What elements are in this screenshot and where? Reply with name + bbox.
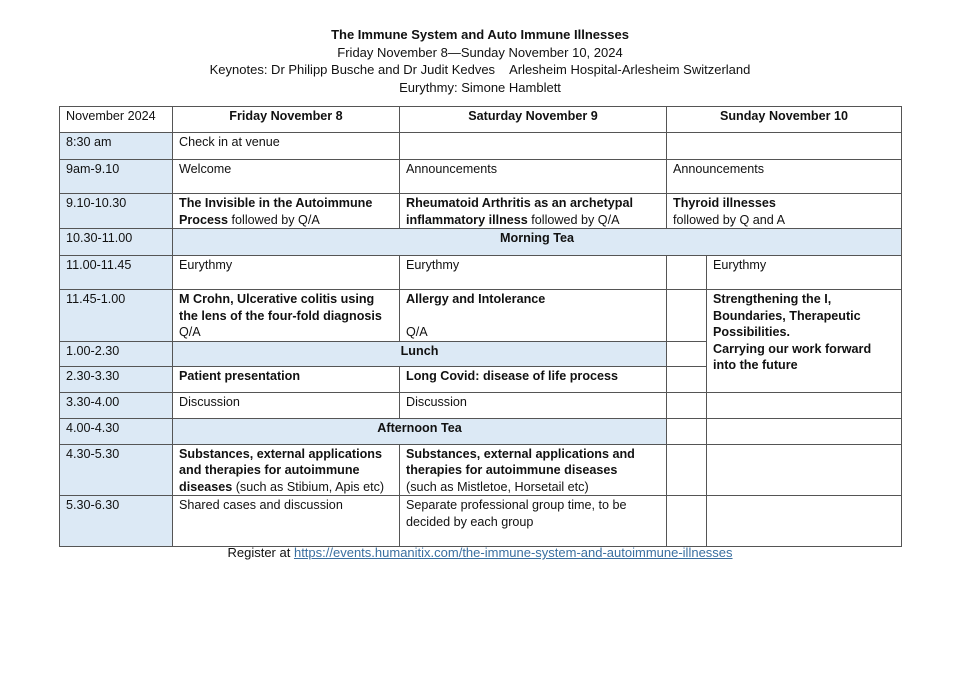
sunday-cell: Announcements — [667, 160, 902, 194]
saturday-cell: Discussion — [400, 392, 667, 418]
time-cell: 3.30-4.00 — [60, 392, 173, 418]
session-title: M Crohn, Ulcerative colitis using the lens of the four-fold diagnosis — [179, 292, 382, 323]
friday-cell: Patient presentation — [173, 366, 400, 392]
break-cell: Lunch — [173, 341, 667, 366]
sunday-header: Sunday November 10 — [667, 107, 902, 133]
sunday-cell — [707, 290, 902, 393]
session-title: Substances, external applications and therapies for autoimmune diseases — [406, 446, 635, 477]
session-title: Substances, external applications and therapies for autoimmune diseases — [179, 446, 382, 494]
session-note: (such as Stibium, Apis etc) — [235, 479, 385, 494]
session-note: Q/A — [179, 325, 201, 339]
friday-cell: Eurythmy — [173, 256, 400, 290]
saturday-cell — [400, 133, 667, 160]
sunday-cell: Eurythmy — [707, 256, 902, 290]
time-cell: 5.30-6.30 — [60, 496, 173, 547]
friday-cell: Discussion — [173, 392, 400, 418]
time-cell: 9am-9.10 — [60, 160, 173, 194]
time-cell: 8:30 am — [60, 133, 173, 160]
document-header — [0, 26, 960, 96]
friday-header: Friday November 8 — [173, 107, 400, 133]
month-header: November 2024 — [60, 107, 173, 133]
table-row — [60, 256, 902, 290]
saturday-cell — [400, 290, 667, 342]
session-note: followed by Q/A — [531, 212, 620, 227]
session-note: (such as Mistletoe, Horsetail etc) — [406, 479, 589, 494]
sunday-spacer-cell — [667, 418, 707, 444]
session-title: Carrying our work forward into the future — [713, 341, 872, 372]
session-note: followed by Q/A — [231, 212, 320, 227]
table-row — [60, 229, 902, 256]
friday-cell — [173, 444, 400, 496]
sunday-spacer-cell — [667, 444, 707, 496]
saturday-cell: Eurythmy — [400, 256, 667, 290]
time-cell: 9.10-10.30 — [60, 194, 173, 229]
venue: Arlesheim Hospital-Arlesheim Switzerland — [509, 62, 751, 77]
time-cell: 10.30-11.00 — [60, 229, 173, 256]
saturday-header: Saturday November 9 — [400, 107, 667, 133]
session-title: Thyroid illnesses — [673, 196, 776, 210]
sunday-cell — [707, 392, 902, 418]
registration-footer — [0, 545, 960, 560]
session-title: Rheumatoid Arthritis as an archetypal inflammatory illness — [406, 196, 633, 227]
sunday-spacer-cell — [667, 496, 707, 547]
table-row — [60, 418, 902, 444]
friday-cell — [173, 290, 400, 342]
table-row — [60, 444, 902, 496]
time-cell: 11.00-11.45 — [60, 256, 173, 290]
sunday-cell — [707, 418, 902, 444]
saturday-cell: Long Covid: disease of life process — [400, 366, 667, 392]
sunday-spacer-cell — [667, 392, 707, 418]
friday-cell: Check in at venue — [173, 133, 400, 160]
table-row — [60, 160, 902, 194]
table-row — [60, 392, 902, 418]
sunday-cell — [707, 444, 902, 496]
keynote-speakers: Keynotes: Dr Philipp Busche and Dr Judit Kedves — [209, 62, 496, 77]
saturday-cell: Announcements — [400, 160, 667, 194]
friday-cell — [173, 194, 400, 229]
register-label: Register at — [227, 545, 291, 560]
schedule-table — [59, 106, 902, 547]
table-row — [60, 133, 902, 160]
saturday-cell: Separate professional group time, to be decided by each group — [400, 496, 667, 547]
document-title: The Immune System and Auto Immune Illnesses — [331, 27, 629, 42]
friday-cell: Shared cases and discussion — [173, 496, 400, 547]
keynotes-line — [0, 61, 960, 79]
time-cell: 4.30-5.30 — [60, 444, 173, 496]
sunday-cell — [667, 133, 902, 160]
sunday-cell — [667, 194, 902, 229]
saturday-cell — [400, 194, 667, 229]
saturday-cell — [400, 444, 667, 496]
event-dates: Friday November 8—Sunday November 10, 2024 — [337, 44, 623, 60]
time-cell: 1.00-2.30 — [60, 341, 173, 366]
time-cell: 11.45-1.00 — [60, 290, 173, 342]
session-title: Allergy and Intolerance — [406, 292, 546, 306]
session-title: Strengthening the I, Boundaries, Therapeutic Possibilities. — [713, 292, 861, 339]
session-note: Q/A — [406, 325, 428, 339]
table-row — [60, 194, 902, 229]
table-row — [60, 496, 902, 547]
time-cell: 2.30-3.30 — [60, 366, 173, 392]
break-cell: Morning Tea — [173, 229, 902, 256]
session-title: The Invisible in the Autoimmune Process — [179, 196, 373, 227]
break-cell: Afternoon Tea — [173, 418, 667, 444]
sunday-spacer-cell — [667, 366, 707, 392]
sunday-cell — [707, 496, 902, 547]
eurythmy-line: Eurythmy: Simone Hamblett — [399, 79, 561, 95]
table-header-row — [60, 107, 902, 133]
sunday-spacer-cell — [667, 341, 707, 366]
registration-link[interactable]: https://events.humanitix.com/the-immune-system-and-autoimmune-illnesses — [293, 545, 733, 560]
sunday-spacer-cell — [667, 290, 707, 342]
sunday-spacer-cell — [667, 256, 707, 290]
friday-cell: Welcome — [173, 160, 400, 194]
session-note: followed by Q and A — [673, 212, 786, 227]
table-row — [60, 290, 902, 342]
time-cell: 4.00-4.30 — [60, 418, 173, 444]
